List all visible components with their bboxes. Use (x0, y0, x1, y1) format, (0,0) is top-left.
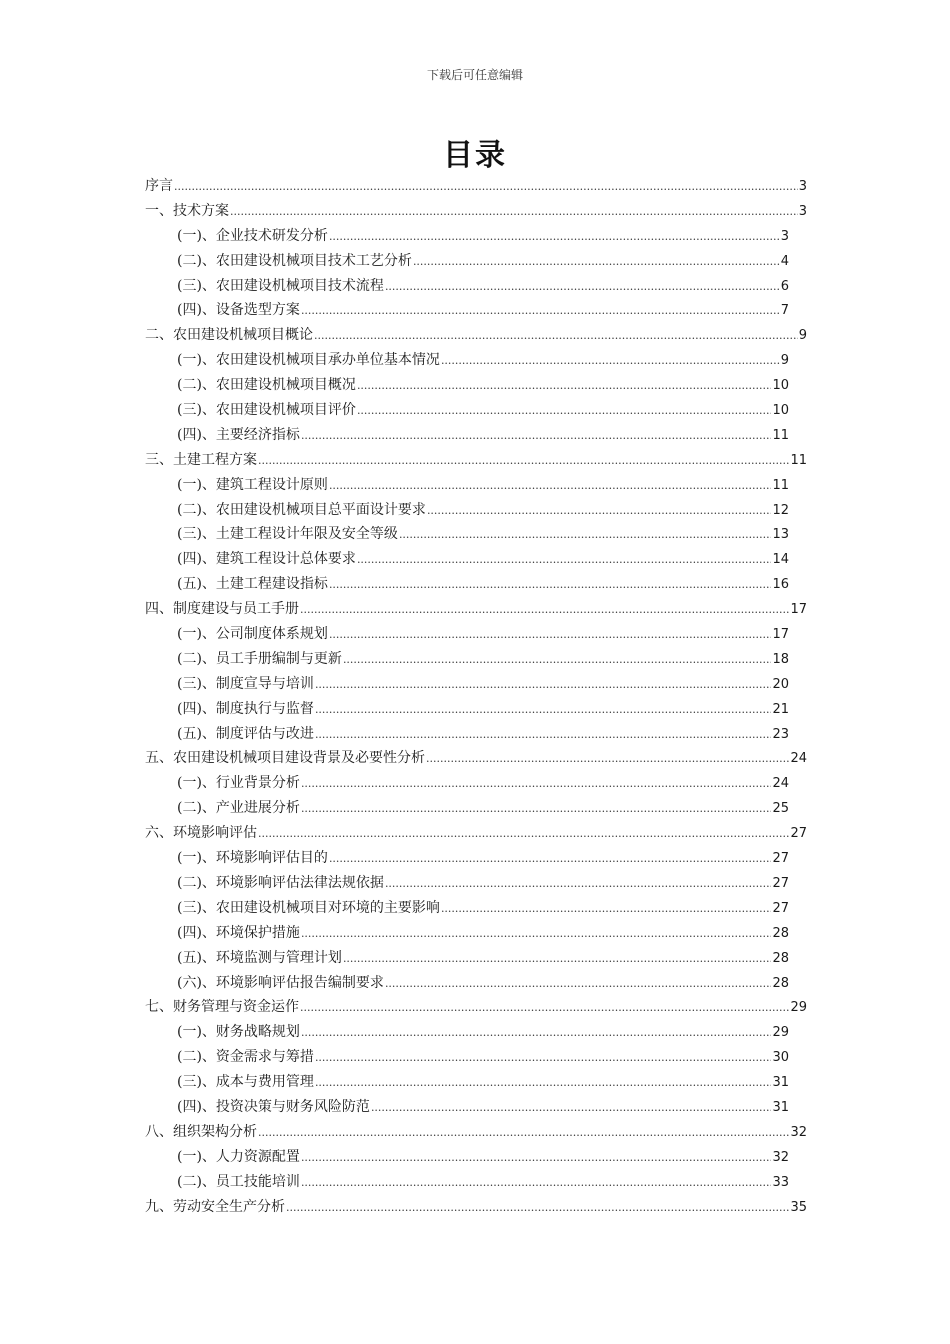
toc-chapter-entry[interactable] (145, 1120, 807, 1145)
toc-entry-title: (三)、成本与费用管理 (177, 1074, 314, 1091)
toc-dot-leader (413, 250, 780, 275)
toc-page-number: 27 (772, 851, 789, 867)
toc-page-number: 10 (772, 403, 789, 419)
toc-entry-title: (二)、农田建设机械项目总平面设计要求 (177, 501, 426, 518)
toc-section-entry[interactable] (145, 1070, 789, 1095)
toc-entry-title: (四)、投资决策与财务风险防范 (177, 1098, 370, 1115)
toc-section-entry[interactable] (145, 672, 789, 697)
toc-dot-leader (329, 847, 772, 872)
toc-dot-leader (301, 1021, 772, 1046)
toc-page-number: 24 (790, 751, 807, 767)
toc-dot-leader (329, 573, 772, 598)
toc-dot-leader (286, 1196, 789, 1221)
toc-entry-title: (四)、环境保护措施 (177, 924, 300, 941)
toc-dot-leader (385, 275, 780, 300)
toc-entry-title: (五)、土建工程建设指标 (177, 576, 328, 593)
toc-section-entry[interactable] (145, 896, 789, 921)
toc-page-number: 28 (772, 975, 789, 991)
toc-dot-leader (315, 723, 772, 748)
toc-section-entry[interactable] (145, 796, 789, 821)
toc-entry-title: (一)、建筑工程设计原则 (177, 476, 328, 493)
toc-entry-title: (一)、环境影响评估目的 (177, 850, 328, 867)
toc-page-number: 10 (772, 378, 789, 394)
toc-page-number: 3 (798, 179, 807, 194)
toc-entry-title: (三)、制度宣导与培训 (177, 675, 314, 692)
toc-entry-title: (二)、资金需求与筹措 (177, 1049, 314, 1066)
toc-page-number: 3 (798, 203, 807, 219)
toc-page-number: 20 (772, 676, 789, 692)
toc-dot-leader (258, 822, 789, 847)
toc-section-entry[interactable] (145, 1095, 789, 1120)
toc-dot-leader (301, 1171, 772, 1196)
toc-page-number: 23 (772, 726, 789, 742)
toc-page-number: 11 (772, 477, 789, 493)
toc-page-number: 35 (790, 1199, 807, 1215)
toc-section-entry[interactable] (145, 921, 789, 946)
toc-dot-leader (329, 225, 780, 250)
toc-page-number: 14 (772, 552, 789, 568)
toc-dot-leader (314, 324, 798, 349)
toc-section-entry[interactable] (145, 946, 789, 971)
toc-dot-leader (301, 1146, 772, 1171)
toc-page-number: 31 (772, 1099, 789, 1115)
toc-page-number: 4 (780, 253, 789, 269)
toc-chapter-entry[interactable] (145, 746, 807, 771)
toc-dot-leader (399, 523, 772, 548)
toc-section-entry[interactable] (145, 572, 789, 597)
toc-page-number: 7 (780, 303, 789, 319)
toc-chapter-entry[interactable] (145, 448, 807, 473)
toc-page-number: 29 (790, 1000, 807, 1016)
toc-section-entry[interactable] (145, 498, 789, 523)
toc-entry-title: (二)、员工技能培训 (177, 1173, 300, 1190)
toc-dot-leader (301, 797, 772, 822)
table-of-contents (145, 174, 807, 1219)
toc-entry-title: 八、组织架构分析 (145, 1123, 257, 1140)
toc-section-entry[interactable] (145, 971, 789, 996)
toc-dot-leader (357, 399, 772, 424)
toc-page-number: 28 (772, 925, 789, 941)
toc-page-number: 27 (772, 900, 789, 916)
toc-entry-title: (三)、土建工程设计年限及安全等级 (177, 526, 398, 543)
toc-section-entry[interactable] (145, 1145, 789, 1170)
toc-dot-leader (343, 947, 772, 972)
toc-section-entry[interactable] (145, 224, 789, 249)
toc-dot-leader (329, 623, 772, 648)
toc-dot-leader (230, 200, 798, 225)
toc-page-number: 28 (772, 950, 789, 966)
toc-entry-title: (五)、制度评估与改进 (177, 725, 314, 742)
toc-entry-title: (二)、环境影响评估法律法规依据 (177, 874, 384, 891)
toc-page-number: 32 (790, 1124, 807, 1140)
toc-entry-title: (一)、公司制度体系规划 (177, 626, 328, 643)
toc-dot-leader (301, 299, 780, 324)
toc-entry-title: (五)、环境监测与管理计划 (177, 949, 342, 966)
toc-section-entry[interactable] (145, 423, 789, 448)
toc-page-number: 17 (790, 602, 807, 618)
toc-dot-leader (357, 548, 772, 573)
page-header-note: 下载后可任意编辑 (426, 68, 523, 82)
toc-entry-title: (一)、财务战略规划 (177, 1024, 300, 1041)
toc-page-number: 31 (772, 1075, 789, 1091)
toc-entry-title: (四)、制度执行与监督 (177, 700, 314, 717)
toc-entry-title: (一)、企业技术研发分析 (177, 227, 328, 244)
toc-dot-leader (385, 872, 772, 897)
toc-chapter-entry[interactable] (145, 597, 807, 622)
toc-section-entry[interactable] (145, 722, 789, 747)
toc-entry-title: (二)、农田建设机械项目技术工艺分析 (177, 252, 412, 269)
toc-page-number: 24 (772, 776, 789, 792)
toc-dot-leader (441, 349, 780, 374)
toc-dot-leader (329, 474, 772, 499)
toc-dot-leader (174, 175, 798, 200)
toc-entry-title: (三)、农田建设机械项目对环境的主要影响 (177, 899, 440, 916)
toc-entry-title: 二、农田建设机械项目概论 (145, 327, 313, 344)
toc-section-entry[interactable] (145, 348, 789, 373)
toc-dot-leader (315, 1071, 772, 1096)
toc-entry-title: 一、技术方案 (145, 202, 229, 219)
toc-entry-title: (二)、产业进展分析 (177, 800, 300, 817)
toc-page-number: 17 (772, 627, 789, 643)
toc-page-number: 6 (780, 278, 789, 294)
toc-section-entry[interactable] (145, 697, 789, 722)
toc-page-number: 9 (798, 328, 807, 344)
toc-page-number: 9 (780, 353, 789, 369)
toc-entry-title: (三)、农田建设机械项目评价 (177, 402, 356, 419)
toc-chapter-entry[interactable] (145, 174, 807, 199)
toc-chapter-entry[interactable] (145, 821, 807, 846)
toc-dot-leader (343, 648, 772, 673)
toc-dot-leader (357, 374, 772, 399)
toc-page-number: 16 (772, 577, 789, 593)
toc-section-entry[interactable] (145, 373, 789, 398)
toc-entry-title: 四、制度建设与员工手册 (145, 601, 299, 618)
toc-page-number: 25 (772, 801, 789, 817)
toc-page-number: 12 (772, 502, 789, 518)
toc-page-number: 18 (772, 651, 789, 667)
toc-entry-title: 七、财务管理与资金运作 (145, 999, 299, 1016)
toc-section-entry[interactable] (145, 298, 789, 323)
toc-title: 目录 (443, 138, 507, 173)
toc-dot-leader (300, 598, 789, 623)
toc-dot-leader (301, 772, 772, 797)
toc-entry-title: (六)、环境影响评估报告编制要求 (177, 974, 384, 991)
toc-section-entry[interactable] (145, 547, 789, 572)
toc-section-entry[interactable] (145, 274, 789, 299)
toc-dot-leader (301, 922, 772, 947)
toc-entry-title: 序言 (145, 178, 173, 194)
toc-page-number: 3 (780, 228, 789, 244)
toc-entry-title: (四)、设备选型方案 (177, 302, 300, 319)
toc-dot-leader (426, 747, 789, 772)
toc-page-number: 29 (772, 1025, 789, 1041)
toc-chapter-entry[interactable] (145, 1195, 807, 1220)
toc-page-number: 32 (772, 1149, 789, 1165)
toc-section-entry[interactable] (145, 771, 789, 796)
toc-entry-title: (一)、人力资源配置 (177, 1148, 300, 1165)
toc-page-number: 30 (772, 1050, 789, 1066)
toc-dot-leader (258, 1121, 789, 1146)
toc-entry-title: (二)、员工手册编制与更新 (177, 650, 342, 667)
toc-entry-title: (一)、行业背景分析 (177, 775, 300, 792)
toc-dot-leader (427, 499, 772, 524)
toc-section-entry[interactable] (145, 846, 789, 871)
toc-entry-title: 六、环境影响评估 (145, 825, 257, 842)
toc-dot-leader (441, 897, 772, 922)
toc-dot-leader (258, 449, 789, 474)
toc-chapter-entry[interactable] (145, 995, 807, 1020)
toc-entry-title: 五、农田建设机械项目建设背景及必要性分析 (145, 750, 425, 767)
toc-page-number: 21 (772, 701, 789, 717)
toc-section-entry[interactable] (145, 249, 789, 274)
toc-dot-leader (315, 698, 772, 723)
toc-section-entry[interactable] (145, 398, 789, 423)
toc-chapter-entry[interactable] (145, 199, 807, 224)
toc-entry-title: (三)、农田建设机械项目技术流程 (177, 277, 384, 294)
toc-section-entry[interactable] (145, 1020, 789, 1045)
toc-section-entry[interactable] (145, 473, 789, 498)
toc-entry-title: (四)、建筑工程设计总体要求 (177, 551, 356, 568)
toc-chapter-entry[interactable] (145, 323, 807, 348)
toc-entry-title: (二)、农田建设机械项目概况 (177, 377, 356, 394)
toc-page-number: 11 (772, 427, 789, 443)
toc-entry-title: 九、劳动安全生产分析 (145, 1198, 285, 1215)
toc-section-entry[interactable] (145, 871, 789, 896)
toc-dot-leader (300, 996, 789, 1021)
toc-page-number: 33 (772, 1174, 789, 1190)
toc-dot-leader (301, 424, 772, 449)
toc-entry-title: (一)、农田建设机械项目承办单位基本情况 (177, 352, 440, 369)
toc-page-number: 27 (772, 875, 789, 891)
toc-page-number: 13 (772, 527, 789, 543)
toc-section-entry[interactable] (145, 1045, 789, 1070)
toc-section-entry[interactable] (145, 522, 789, 547)
toc-dot-leader (385, 972, 772, 997)
toc-section-entry[interactable] (145, 647, 789, 672)
toc-page-number: 11 (790, 452, 807, 468)
toc-dot-leader (315, 1046, 772, 1071)
toc-entry-title: 三、土建工程方案 (145, 451, 257, 468)
toc-dot-leader (315, 673, 772, 698)
toc-section-entry[interactable] (145, 1170, 789, 1195)
toc-dot-leader (371, 1096, 772, 1121)
toc-section-entry[interactable] (145, 622, 789, 647)
toc-page-number: 27 (790, 826, 807, 842)
toc-entry-title: (四)、主要经济指标 (177, 426, 300, 443)
